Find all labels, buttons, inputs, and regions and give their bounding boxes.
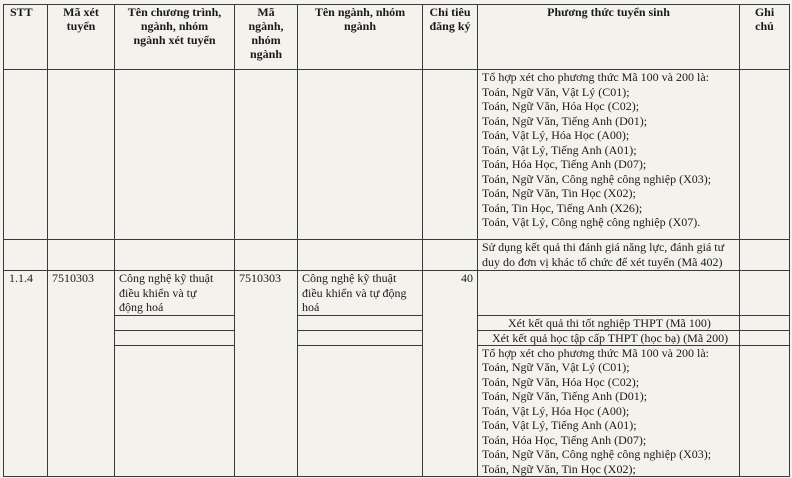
header-ghi-chu: Ghi chú [740,5,790,70]
cell-empty [298,345,423,477]
combo-line: Toán, Ngữ Văn, Tiếng Anh (D01); [482,389,648,403]
cell-empty [115,330,235,345]
cell-empty [298,315,423,330]
method-100-cell: Xét kết quả thi tốt nghiệp THPT (Mã 100) [478,315,740,330]
header-ma-xet-tuyen: Mã xét tuyển [48,5,115,70]
subject-combinations-cell [478,345,740,477]
cell-empty [115,70,235,240]
cell-empty [4,240,48,271]
combo-line: Toán, Hóa Học, Tiếng Anh (D07); [482,432,647,447]
header-stt: STT [4,5,48,70]
combo-line: Toán, Vật Lý, Tiếng Anh (A01); [482,142,637,157]
method-200-cell: Xét kết quả học tập cấp THPT (học bạ) (Mã 200) [478,330,740,345]
cell-ma-xet-tuyen: 7510303 [48,271,115,477]
table-row [4,240,790,271]
combo-line: Toán, Ngữ Văn, Vật Lý (C01); [482,360,630,374]
combo-line: Toán, Ngữ Văn, Công nghệ công nghiệp (X03); [482,171,712,186]
cell-empty [48,240,115,271]
table-row [4,271,790,316]
combo-line: Toán, Ngữ Văn, Tiếng Anh (D01); [482,113,648,128]
cell-empty [478,271,740,316]
combo-line: Toán, Tin Học, Tiếng Anh (X26); [482,200,643,215]
combo-line: Toán, Hóa Học, Tiếng Anh (D07); [482,157,647,171]
cell-empty [115,345,235,477]
header-ma-nganh: Mã ngành, nhóm ngành [235,5,298,70]
table-row [4,315,790,330]
cell-empty [115,240,235,271]
table-row [4,70,790,240]
combo-line: Toán, Vật Lý, Tiếng Anh (A01); [482,418,637,432]
admissions-table [3,4,790,477]
header-chi-tieu: Chỉ tiêu đăng ký [423,5,478,70]
combo-line: Tổ hợp xét cho phương thức Mã 100 và 200 là: [482,345,709,360]
cell-empty [423,240,478,271]
combo-line: Toán, Vật Lý, Hóa Học (A00); [482,128,630,142]
cell-empty [4,70,48,240]
combo-line: Toán, Ngữ Văn, Vật Lý (C01); [482,84,630,99]
cell-empty [235,70,298,240]
cell-stt: 1.1.4 [4,271,48,477]
cell-empty [740,70,790,240]
cell-empty [48,70,115,240]
cell-empty [740,330,790,345]
combo-line: Toán, Vật Lý, Hóa Học (A00); [482,403,630,418]
combo-line: Tổ hợp xét cho phương thức Mã 100 và 200 là: [482,70,709,84]
cell-empty [740,315,790,330]
cell-empty [298,330,423,345]
cell-ten-chuong-trinh: Công nghệ kỹ thuật điều khiển và tự động hoá [115,271,235,316]
cell-empty [235,240,298,271]
cell-empty [298,70,423,240]
combo-line: Toán, Ngữ Văn, Tin Học (X02); [482,461,636,476]
cell-empty [115,315,235,330]
subject-combinations-cell [478,70,740,240]
combo-line: Toán, Ngữ Văn, Tin Học (X02); [482,186,636,200]
header-ten-chuong-trinh: Tên chương trình, ngành, nhóm ngành xét tuyển [115,5,235,70]
cell-ten-nganh: Công nghệ kỹ thuật điều khiển và tự động hoá [298,271,423,316]
cell-empty [423,70,478,240]
cell-empty [740,345,790,477]
header-phuong-thuc: Phương thức tuyển sinh [478,5,740,70]
cell-empty [740,240,790,271]
table-row [4,330,790,345]
combo-line: Toán, Ngữ Văn, Hóa Học (C02); [482,374,640,389]
combo-line: Toán, Ngữ Văn, Hóa Học (C02); [482,99,640,113]
header-ten-nganh: Tên ngành, nhóm ngành [298,5,423,70]
cell-chi-tieu: 40 [423,271,478,477]
cell-empty [740,271,790,316]
table-row [4,345,790,477]
header-row [4,5,790,70]
cell-empty [298,240,423,271]
cell-ma-nganh: 7510303 [235,271,298,477]
method-402-cell: Sử dụng kết quả thi đánh giá năng lực, đánh giá tư duy do đơn vị khác tổ chức để xét tuyển (Mã 402) [478,240,740,271]
combo-line: Toán, Vật Lý, Công nghệ công nghiệp (X07). [482,215,701,229]
combo-line: Toán, Ngữ Văn, Công nghệ công nghiệp (X03); [482,447,712,461]
